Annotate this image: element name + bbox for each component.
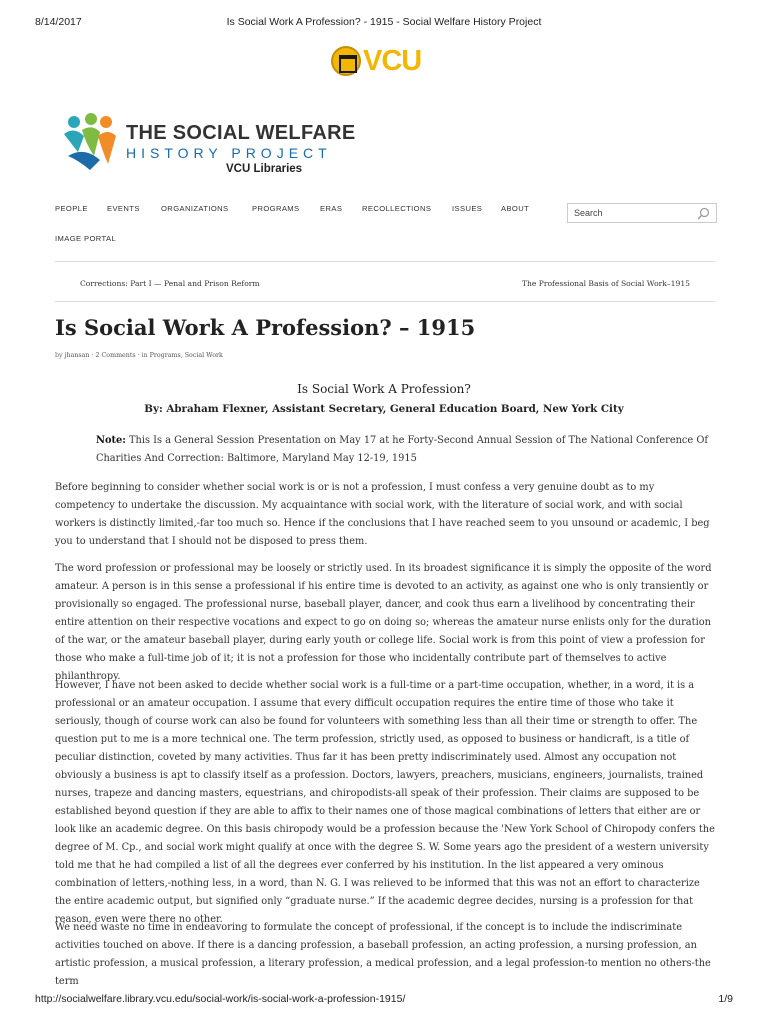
meta-comma: ,: [180, 352, 185, 359]
category-programs-link[interactable]: Programs: [149, 352, 181, 359]
people-figures-icon: [60, 112, 120, 172]
nav-issues[interactable]: ISSUES: [452, 204, 483, 213]
search-placeholder: Search: [574, 208, 603, 218]
prev-post-link[interactable]: Corrections: Part I — Penal and Prison Reform: [80, 279, 260, 288]
article-paragraph: However, I have not been asked to decide whether social work is a full-time or a part-time occupation, whether, in a word, it is a professional or an amateur occupation. I assume that every difficult occupation requires the entire time of those who take it seriously, though of course work can also be found for volunteers with something less than all their time or strength to offer. The question put to me is a more technical one. The term profession, strictly used, as opposed to business or handicraft, is a title of peculiar distinction, coveted by many activities. Thus far it has been pretty indiscriminately used. Almost any occupation not obviously a business is apt to classify itself as a profession. Doctors, lawyers, preachers, musicians, engineers, journalists, trained nurses, trapeze and dancing masters, equestrians, and chiropodists-all speak of their profession. Their claims are supposed to be established beyond question if they are able to affix to their names one of those magical combinations of letters that either are or look like an academic degree. On this basis chiropody would be a profession because the 'New York School of Chiropody confers the degree of M. Cp., and social work might qualify at once with the degree S. W. Some years ago the president of a western university told me that he had compiled a list of all the degrees ever conferred by his institution. In the list appeared a very ominous combination of letters,-nothing less, in a word, than N. G. I was relieved to be informed that this was not an effort to characterize the entire academic output, but signified only “graduate nurse.” If the academic degree decides, nursing is a profession for that reason, even were there no other.: [55, 680, 715, 925]
nav-organizations[interactable]: ORGANIZATIONS: [161, 204, 229, 213]
meta-by: by: [55, 352, 63, 359]
author-link[interactable]: jhansan: [64, 352, 90, 359]
print-url: http://socialwelfare.library.vcu.edu/social-work/is-social-work-a-profession-1915/: [35, 993, 406, 1005]
vcu-seal-icon: [331, 46, 361, 76]
search-input[interactable]: [567, 203, 717, 223]
article-note: [96, 432, 708, 468]
post-meta: [55, 352, 223, 359]
divider: [55, 301, 715, 302]
print-page-number: 1/9: [718, 993, 733, 1005]
logo-vcu-libraries: VCU Libraries: [226, 163, 303, 175]
next-post-link[interactable]: The Professional Basis of Social Work–1915: [521, 279, 690, 288]
article-paragraph: Before beginning to consider whether social work is or is not a profession, I must confess a very genuine doubt as to my competency to undertake the discussion. My acquaintance with social work, with the literature of social work, and with social workers is distinctly limited,-far too much so. Hence if the conclusions that I have reached seem to you unsound or academic, I beg you to understand that I should not be disposed to press them.: [55, 482, 710, 547]
comments-link[interactable]: 2 Comments: [95, 352, 136, 359]
nav-recollections[interactable]: RECOLLECTIONS: [362, 204, 432, 213]
article-byline: By: Abraham Flexner, Assistant Secretary, General Education Board, New York City: [144, 403, 624, 415]
logo-subtitle: HISTORY PROJECT: [126, 145, 332, 161]
nav-eras[interactable]: ERAS: [320, 204, 343, 213]
divider: [55, 261, 715, 262]
search-icon[interactable]: [697, 207, 710, 220]
post-title: Is Social Work A Profession? – 1915: [55, 315, 476, 340]
article-heading: Is Social Work A Profession?: [297, 382, 471, 396]
logo-title: THE SOCIAL WELFARE: [126, 122, 356, 144]
nav-programs[interactable]: PROGRAMS: [252, 204, 300, 213]
category-social-work-link[interactable]: Social Work: [184, 352, 223, 359]
vcu-logo[interactable]: [331, 44, 421, 78]
print-footer: [0, 993, 768, 1007]
print-date: 8/14/2017: [35, 16, 82, 28]
vcu-logo-text: VCU: [363, 44, 422, 77]
print-page-title: Is Social Work A Profession? - 1915 - Social Welfare History Project: [226, 16, 542, 28]
note-label: Note:: [96, 435, 126, 446]
post-navigation: [80, 279, 690, 291]
site-logo[interactable]: [60, 112, 355, 182]
print-header: [0, 16, 768, 30]
nav-about[interactable]: ABOUT: [501, 204, 530, 213]
article-paragraph: The word profession or professional may be loosely or strictly used. In its broadest significance it is simply the opposite of the word amateur. A person is in this sense a professional if his entire time is devoted to an activity, as against one who is only transiently or provisionally so engaged. The professional nurse, baseball player, dancer, and cook thus earn a livelihood by concentrating their entire attention on their respective vocations and expect to go on doing so; whereas the amateur nurse enlists only for the duration of the war, or the amateur baseball player, during early youth or college life. Social work is from this point of view a profession for those who make a full-time job of it; it is not a profession for those who incidentally contribute part of themselves to active philanthropy.: [55, 563, 712, 682]
note-text: This Is a General Session Presentation on May 17 at he Forty-Second Annual Session of The National Conference Of Charities And Correction: Baltimore, Maryland May 12-19, 1915: [96, 435, 708, 464]
article-paragraph: We need waste no time in endeavoring to formulate the concept of professional, if the concept is to include the indiscriminate activities touched on above. If there is a dancing profession, a baseball profession, an acting profession, a nursing profession, an artistic profession, a musical profession, a literary profession, a medical profession, and a legal profession-to mention no others-the term: [55, 922, 711, 987]
nav-people[interactable]: PEOPLE: [55, 204, 88, 213]
meta-separator-in: · in: [135, 352, 150, 359]
meta-separator: ·: [89, 352, 96, 359]
nav-image-portal[interactable]: IMAGE PORTAL: [55, 234, 117, 243]
nav-events[interactable]: EVENTS: [107, 204, 140, 213]
